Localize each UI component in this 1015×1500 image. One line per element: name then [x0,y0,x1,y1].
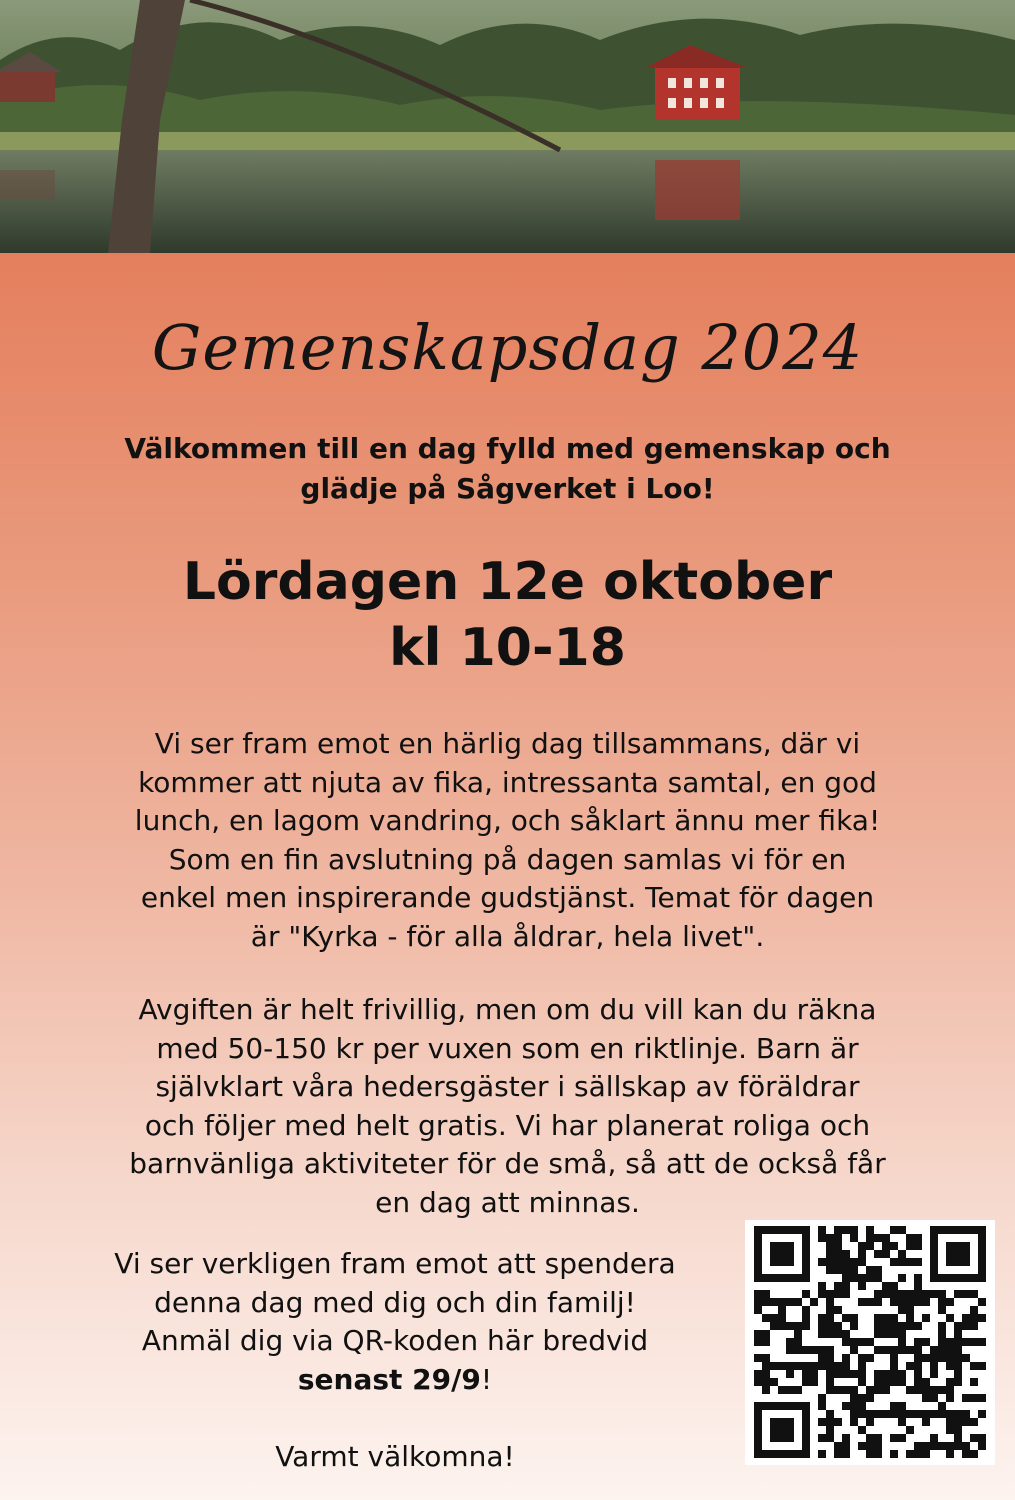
lake-landscape-image [0,0,1015,253]
text-line: självklart våra hedersgäster i sällskap av föräldrar [155,1070,860,1103]
text-line: med 50-150 kr per vuxen som en riktlinje. Barn är [156,1031,859,1065]
fee-paragraph [70,991,945,1222]
farewell: Varmt välkomna! [275,1439,515,1473]
intro-text [0,429,1015,509]
date-line: Lördagen 12e oktober [182,552,833,612]
intro-line: Välkommen till en dag fylld med gemenskap och [124,432,891,465]
description-paragraph [70,725,945,956]
qr-code-icon[interactable] [745,1220,995,1465]
time-line: kl 10-18 [389,618,626,678]
text-line: denna dag med dig och din familj! [154,1285,636,1319]
intro-line: glädje på Sågverket i Loo! [300,472,715,505]
text-line: Vi ser verkligen fram emot att spendera [114,1247,676,1280]
flyer-body [0,253,1015,1500]
page-title: Gemenskapsdag 2024 [151,311,864,384]
deadline-line [60,1361,730,1400]
text-line: lunch, en lagom vandring, och såklart ännu mer fika! [134,804,881,837]
text-line: Anmäl dig via QR-koden här bredvid [141,1324,649,1357]
deadline-suffix: ! [480,1362,493,1396]
text-line: Avgiften är helt frivillig, men om du vill kan du räkna [138,993,877,1026]
text-line: är "Kyrka - för alla åldrar, hela livet". [250,919,765,953]
event-date [0,549,1015,681]
text-line: Vi ser fram emot en härlig dag tillsammans, där vi [154,727,861,760]
text-line: enkel men inspirerande gudstjänst. Temat för dagen [140,881,875,914]
deadline: senast 29/9 [297,1362,481,1396]
text-line: barnvänliga aktiviteter för de små, så att de också får [129,1147,886,1180]
text-line: Som en fin avslutning på dagen samlas vi för en [168,842,847,876]
closing-text [60,1245,730,1476]
text-line: en dag att minnas. [375,1185,640,1219]
text-line: och följer med helt gratis. Vi har planerat roliga och [144,1108,871,1142]
text-line: kommer att njuta av fika, intressanta samtal, en god [138,765,877,799]
